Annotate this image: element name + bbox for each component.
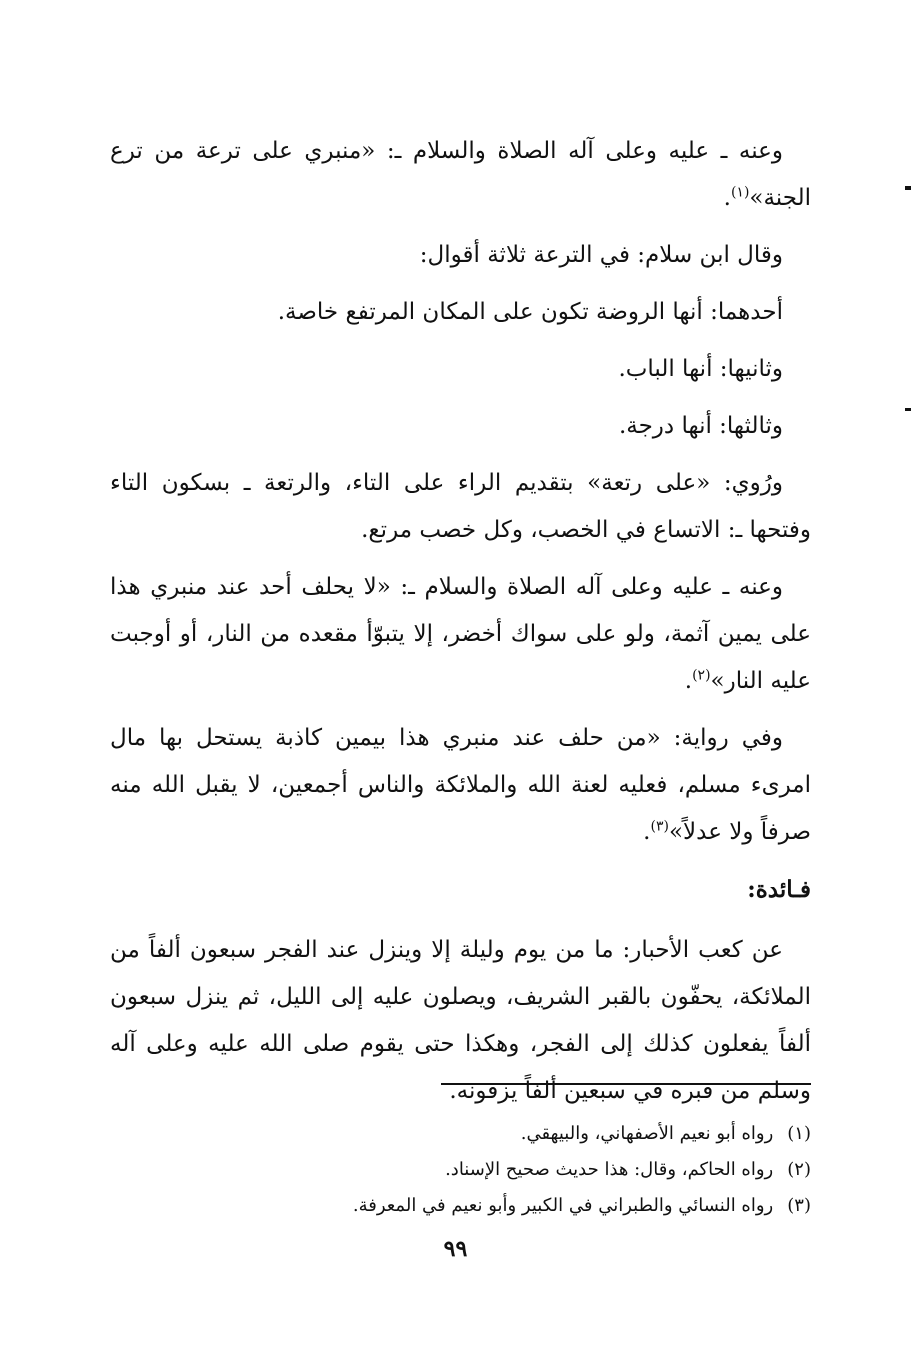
footnote-2: (٢)رواه الحاكم، وقال: هذا حديث صحيح الإسناد. <box>445 1159 811 1180</box>
paragraph-8: وفي رواية: «من حلف عند منبري هذا بيمين كاذبة يستحل بها مال امرىء مسلم، فعليه لعنة الله والملائكة والناس أجمعين، لا يقبل الله منه صرفاً ولا عدلاً»$^{(٣)}$. <box>110 725 811 845</box>
paragraph-4: وثانيها: أنها الباب. <box>618 356 783 382</box>
footnote-separator <box>441 1083 811 1085</box>
page-number: ٩٩ <box>443 1236 468 1262</box>
main-text <box>110 128 811 1125</box>
footnote-ref-2: (٢) <box>692 667 711 684</box>
paragraph-6: ورُوي: «على رتعة» بتقديم الراء على التاء، والرتعة ـ بسكون التاء وفتحها ـ: الاتساع في الخصب، وكل خصب مرتع. <box>110 470 811 543</box>
paragraph-5: وثالثها: أنها درجة. <box>618 413 783 439</box>
paragraph-2: وقال ابن سلام: في الترعة ثلاثة أقوال: <box>419 242 783 268</box>
paragraph-7: وعنه ـ عليه وعلى آله الصلاة والسلام ـ: «لا يحلف أحد عند منبري هذا على يمين آثمة، ولو على سواك أخضر، إلا يتبوّأ مقعده من النار، أو أوجبت عليه النار»$^{(٢)}$. <box>110 574 811 694</box>
footnote-3: (٣)رواه النسائي والطبراني في الكبير وأبو نعيم في المعرفة. <box>352 1195 811 1216</box>
paragraph-1: وعنه ـ عليه وعلى آله الصلاة والسلام ـ: «منبري على ترعة من ترع الجنة»$^{(١)}$. <box>110 138 811 211</box>
footnotes <box>110 1116 811 1224</box>
footnote-1: (١)رواه أبو نعيم الأصفهاني، والبيهقي. <box>520 1123 811 1144</box>
footnote-ref-1: (١) <box>730 184 750 201</box>
closing-paragraph: عن كعب الأحبار: ما من يوم وليلة إلا وينزل عند الفجر سبعون ألفاً من الملائكة، يحفّون بالقبر الشريف، ويصلون عليه إلى الليل، ثم ينزل سبعون ألفاً يفعلون كذلك إلى الفجر، وهكذا حتى يقوم صلى الله عليه وعلى آله وسلم من قبره في سبعين ألفاً يزفونه. <box>110 937 811 1104</box>
footnote-ref-3: (٣) <box>650 818 669 835</box>
paragraph-3: أحدهما: أنها الروضة تكون على المكان المرتفع خاصة. <box>277 299 783 325</box>
section-heading: فـائدة: <box>747 876 811 903</box>
margin-mark-middle <box>905 408 911 411</box>
margin-mark-top <box>905 186 911 190</box>
